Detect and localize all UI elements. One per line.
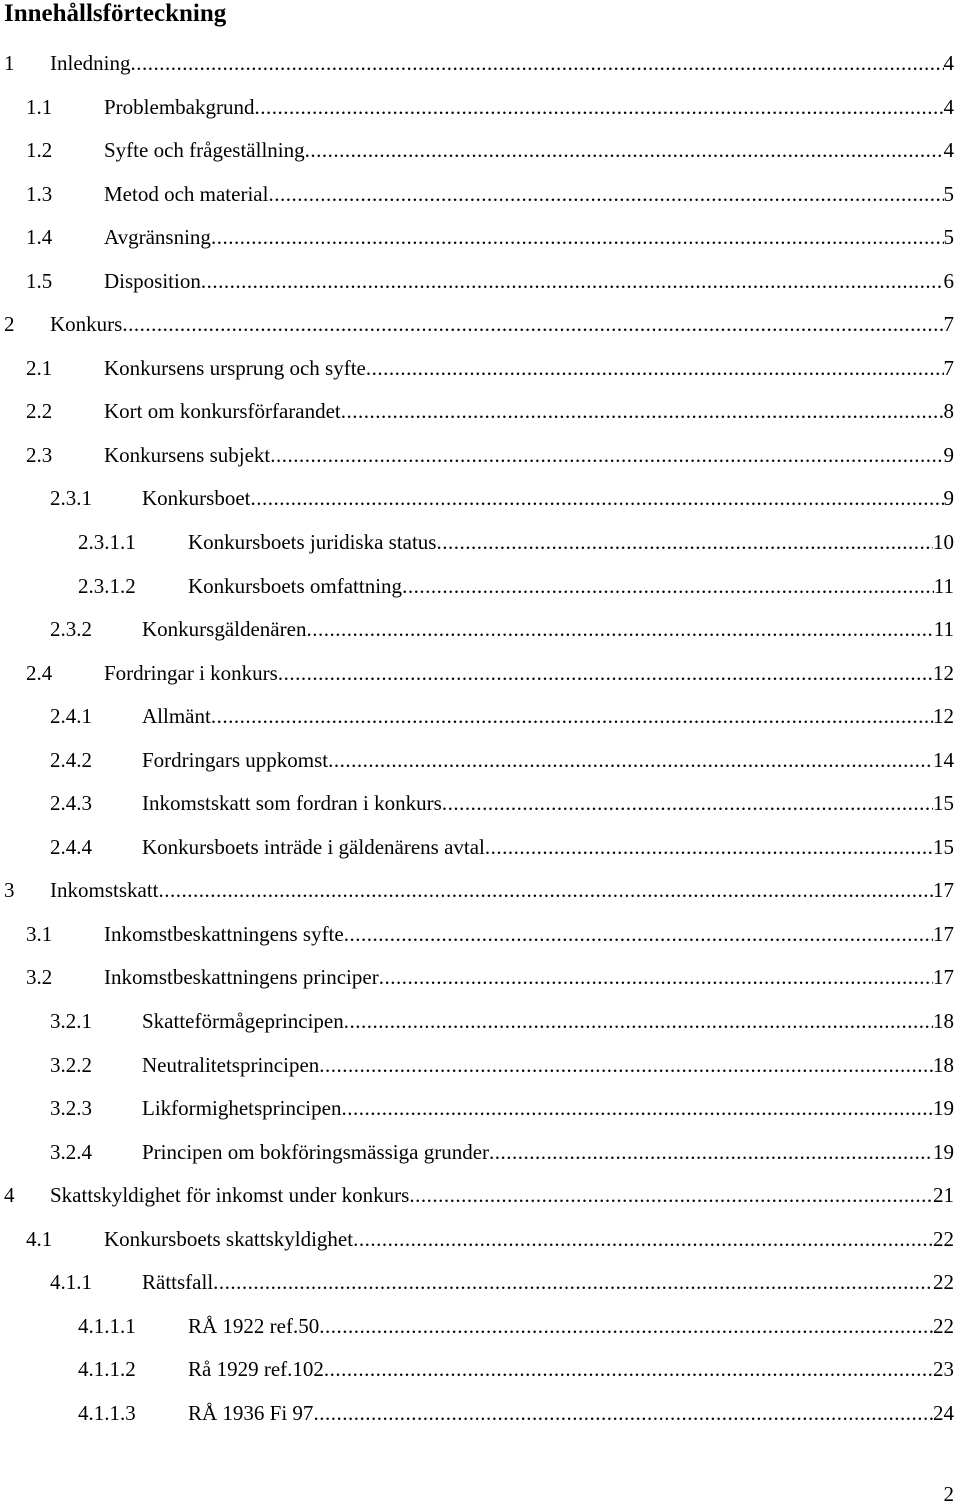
toc-entry-title: Konkursboets omfattning <box>188 573 403 598</box>
toc-entry-line <box>142 782 960 826</box>
toc-entry-number: 2.3.2 <box>50 617 92 642</box>
toc-entry-page: 4 <box>943 94 954 119</box>
toc-entry-page: 17 <box>933 921 954 946</box>
toc-entry-line <box>104 913 960 957</box>
dot-leader <box>306 608 933 652</box>
toc-entry-number: 2.3.1.2 <box>78 573 136 598</box>
toc-entry-page: 7 <box>943 312 954 337</box>
toc-entry[interactable] <box>0 869 960 913</box>
toc-entry-number: 1.1 <box>26 94 53 119</box>
toc-entry[interactable] <box>0 565 960 609</box>
toc-entry-line <box>104 129 960 173</box>
dot-leader <box>122 303 943 347</box>
toc-entry-line <box>188 565 960 609</box>
toc-entry-number: 2.4.1 <box>50 704 92 729</box>
toc-entry[interactable] <box>0 347 960 391</box>
dot-leader <box>211 216 944 260</box>
toc-entry[interactable] <box>0 42 960 86</box>
toc-entry-line <box>50 42 960 86</box>
toc-entry-title: Disposition <box>104 268 201 293</box>
toc-entry-title: Fordringar i konkurs <box>104 660 278 685</box>
toc-entry-title: RÅ 1922 ref.50 <box>188 1313 320 1338</box>
toc-entry-line <box>142 1261 960 1305</box>
dot-leader <box>409 1174 933 1218</box>
toc-entry-title: Fordringars uppkomst <box>142 747 329 772</box>
toc-entry-page: 15 <box>933 791 954 816</box>
toc-entry-page: 11 <box>933 617 954 642</box>
toc-entry[interactable] <box>0 608 960 652</box>
dot-leader <box>489 1131 933 1175</box>
toc-entry-title: Inledning <box>50 51 131 75</box>
dot-leader <box>251 477 944 521</box>
toc-entry[interactable] <box>0 1000 960 1044</box>
toc-entry-page: 19 <box>933 1139 954 1164</box>
toc-entry-page: 24 <box>933 1400 954 1425</box>
toc-entry-number: 3.2.3 <box>50 1096 92 1121</box>
toc-entry-page: 19 <box>933 1096 954 1121</box>
toc-entry-title: Kort om konkursförfarandet <box>104 399 341 424</box>
toc-entry[interactable] <box>0 303 960 347</box>
toc-entry-page: 22 <box>933 1313 954 1338</box>
dot-leader <box>254 86 943 130</box>
toc-entry-number: 1 <box>4 51 15 75</box>
toc-entry-line <box>142 1131 960 1175</box>
toc-entry-title: Avgränsning <box>104 225 211 250</box>
toc-entry-line <box>188 1348 960 1392</box>
dot-leader <box>268 173 943 217</box>
toc-entry-title: Neutralitetsprincipen <box>142 1052 320 1077</box>
dot-leader <box>442 782 933 826</box>
toc-entry[interactable] <box>0 260 960 304</box>
toc-entry-page: 6 <box>943 268 954 293</box>
toc-entry-number: 3.2.1 <box>50 1009 92 1034</box>
toc-entry[interactable] <box>0 1044 960 1088</box>
toc-entry-title: Konkursens ursprung och syfte <box>104 355 366 380</box>
toc-entry-title: Rå 1929 ref.102 <box>188 1357 324 1382</box>
toc-entry-line <box>142 608 960 652</box>
toc-entry-number: 1.3 <box>26 181 53 206</box>
toc-list <box>0 42 960 1436</box>
toc-entry[interactable] <box>0 652 960 696</box>
toc-entry-page: 4 <box>943 138 954 163</box>
dot-leader <box>366 347 944 391</box>
toc-entry-page: 18 <box>933 1052 954 1077</box>
toc-entry-number: 3.1 <box>26 921 53 946</box>
toc-entry-number: 1.5 <box>26 268 53 293</box>
toc-entry-line <box>104 173 960 217</box>
dot-leader <box>379 956 933 1000</box>
toc-entry-number: 2 <box>4 312 15 337</box>
dot-leader <box>270 434 943 478</box>
toc-entry-number: 2.2 <box>26 399 53 424</box>
toc-entry-line <box>188 1392 960 1436</box>
toc-entry[interactable] <box>0 1218 960 1262</box>
toc-entry-title: RÅ 1936 Fi 97 <box>188 1400 314 1425</box>
toc-entry-title: Principen om bokföringsmässiga grunder <box>142 1139 490 1164</box>
toc-entry-page: 22 <box>933 1226 954 1251</box>
toc-entry-page: 4 <box>943 51 954 75</box>
dot-leader <box>201 260 944 304</box>
toc-entry-number: 2.4.3 <box>50 791 92 816</box>
toc-entry-page: 21 <box>933 1183 954 1208</box>
toc-entry-number: 2.4.2 <box>50 747 92 772</box>
toc-entry-number: 1.4 <box>26 225 53 250</box>
dot-leader <box>324 1348 933 1392</box>
toc-entry-title: Likformighetsprincipen <box>142 1096 342 1121</box>
toc-entry-line <box>50 869 960 913</box>
toc-entry[interactable] <box>0 1305 960 1349</box>
toc-entry-title: Konkursens subjekt <box>104 442 271 467</box>
toc-entry-number: 1.2 <box>26 138 53 163</box>
toc-entry-title: Inkomstbeskattningens syfte <box>104 921 344 946</box>
toc-entry-number: 4 <box>4 1183 15 1208</box>
toc-entry-number: 4.1.1.3 <box>78 1400 136 1425</box>
dot-leader <box>213 1261 933 1305</box>
dot-leader <box>328 739 933 783</box>
toc-entry[interactable] <box>0 86 960 130</box>
dot-leader <box>313 1392 933 1436</box>
toc-entry-line <box>104 216 960 260</box>
toc-entry-number: 2.3.1.1 <box>78 530 136 555</box>
toc-entry-title: Rättsfall <box>142 1270 214 1295</box>
toc-entry-line <box>142 695 960 739</box>
toc-entry-line <box>50 1174 960 1218</box>
toc-entry-page: 10 <box>933 530 954 555</box>
toc-entry-title: Skatteförmågeprincipen <box>142 1009 344 1034</box>
toc-entry-page: 8 <box>943 399 954 424</box>
page-number: 2 <box>943 1482 954 1506</box>
toc-entry-title: Konkurs <box>50 312 123 337</box>
dot-leader <box>344 913 933 957</box>
toc-entry-title: Problembakgrund <box>104 94 255 119</box>
toc-entry-line <box>104 86 960 130</box>
toc-entry-title: Konkursboets skattskyldighet <box>104 1226 354 1251</box>
toc-entry-number: 2.3.1 <box>50 486 92 511</box>
toc-entry-line <box>188 521 960 565</box>
toc-entry-page: 12 <box>933 704 954 729</box>
toc-entry[interactable] <box>0 477 960 521</box>
toc-entry[interactable] <box>0 1131 960 1175</box>
toc-entry-number: 2.1 <box>26 355 53 380</box>
dot-leader <box>436 521 933 565</box>
dot-leader <box>211 695 933 739</box>
toc-entry[interactable] <box>0 1392 960 1436</box>
toc-entry-number: 4.1.1 <box>50 1270 92 1295</box>
toc-entry-line <box>50 303 960 347</box>
toc-entry-line <box>142 1000 960 1044</box>
toc-entry-number: 3.2.2 <box>50 1052 92 1077</box>
toc-entry-line <box>142 1044 960 1088</box>
toc-entry-line <box>104 260 960 304</box>
toc-entry-number: 3 <box>4 878 15 903</box>
toc-entry-line <box>188 1305 960 1349</box>
dot-leader <box>341 1087 933 1131</box>
toc-entry-line <box>104 434 960 478</box>
toc-entry[interactable] <box>0 1261 960 1305</box>
toc-entry[interactable] <box>0 1348 960 1392</box>
toc-entry-line <box>142 477 960 521</box>
toc-entry[interactable] <box>0 173 960 217</box>
toc-entry-page: 18 <box>933 1009 954 1034</box>
toc-entry-page: 15 <box>933 834 954 859</box>
toc-entry-page: 9 <box>943 442 954 467</box>
dot-leader <box>319 1044 933 1088</box>
toc-entry-number: 2.4.4 <box>50 834 92 859</box>
toc-entry[interactable] <box>0 695 960 739</box>
toc-entry-title: Inkomstskatt <box>50 878 159 903</box>
toc-entry[interactable] <box>0 521 960 565</box>
toc-entry-page: 23 <box>933 1357 954 1382</box>
toc-entry-title: Konkursboets juridiska status <box>188 530 437 555</box>
toc-entry[interactable] <box>0 390 960 434</box>
toc-entry-number: 4.1.1.1 <box>78 1313 136 1338</box>
toc-entry[interactable] <box>0 739 960 783</box>
toc-entry[interactable] <box>0 826 960 870</box>
toc-entry-title: Konkursgäldenären <box>142 617 307 642</box>
toc-entry-line <box>104 390 960 434</box>
toc-entry-page: 22 <box>933 1270 954 1295</box>
toc-entry-page: 17 <box>933 878 954 903</box>
dot-leader <box>319 1305 933 1349</box>
dot-leader <box>353 1218 933 1262</box>
toc-entry[interactable] <box>0 1174 960 1218</box>
toc-entry-line <box>104 652 960 696</box>
toc-entry[interactable] <box>0 129 960 173</box>
toc-entry-page: 14 <box>933 747 954 772</box>
toc-entry[interactable] <box>0 216 960 260</box>
toc-entry-title: Metod och material <box>104 181 269 206</box>
toc-entry-number: 4.1.1.2 <box>78 1357 136 1382</box>
toc-entry-line <box>142 739 960 783</box>
toc-entry-title: Konkursboet <box>142 486 251 511</box>
dot-leader <box>341 390 944 434</box>
dot-leader <box>305 129 944 173</box>
toc-entry-title: Skattskyldighet för inkomst under konkurs <box>50 1183 410 1208</box>
toc-entry[interactable] <box>0 913 960 957</box>
toc-entry-page: 7 <box>943 355 954 380</box>
toc-entry[interactable] <box>0 782 960 826</box>
toc-entry-page: 12 <box>933 660 954 685</box>
toc-entry-title: Inkomstbeskattningens principer <box>104 965 379 990</box>
toc-entry-title: Konkursboets inträde i gäldenärens avtal <box>142 834 485 859</box>
toc-entry[interactable] <box>0 1087 960 1131</box>
toc-entry-page: 5 <box>943 225 954 250</box>
toc-entry-number: 4.1 <box>26 1226 53 1251</box>
dot-leader <box>344 1000 933 1044</box>
toc-entry-number: 2.4 <box>26 660 53 685</box>
toc-entry-page: 17 <box>933 965 954 990</box>
dot-leader <box>278 652 933 696</box>
dot-leader <box>130 42 943 86</box>
toc-entry-line <box>142 1087 960 1131</box>
toc-entry-number: 3.2 <box>26 965 53 990</box>
toc-entry-line <box>104 956 960 1000</box>
toc-entry-title: Allmänt <box>142 704 211 729</box>
toc-entry-page: 5 <box>943 181 954 206</box>
toc-heading: Innehållsförteckning <box>4 0 227 27</box>
toc-entry-number: 2.3 <box>26 442 53 467</box>
dot-leader <box>402 565 934 609</box>
toc-entry-line <box>104 347 960 391</box>
toc-entry[interactable] <box>0 434 960 478</box>
dot-leader <box>159 869 934 913</box>
toc-entry-page: 11 <box>933 573 954 598</box>
dot-leader <box>485 826 933 870</box>
toc-entry-page: 9 <box>943 486 954 511</box>
toc-entry-title: Inkomstskatt som fordran i konkurs <box>142 791 442 816</box>
toc-entry[interactable] <box>0 956 960 1000</box>
toc-entry-line <box>104 1218 960 1262</box>
toc-entry-title: Syfte och frågeställning <box>104 138 305 163</box>
toc-entry-number: 3.2.4 <box>50 1139 92 1164</box>
toc-entry-line <box>142 826 960 870</box>
